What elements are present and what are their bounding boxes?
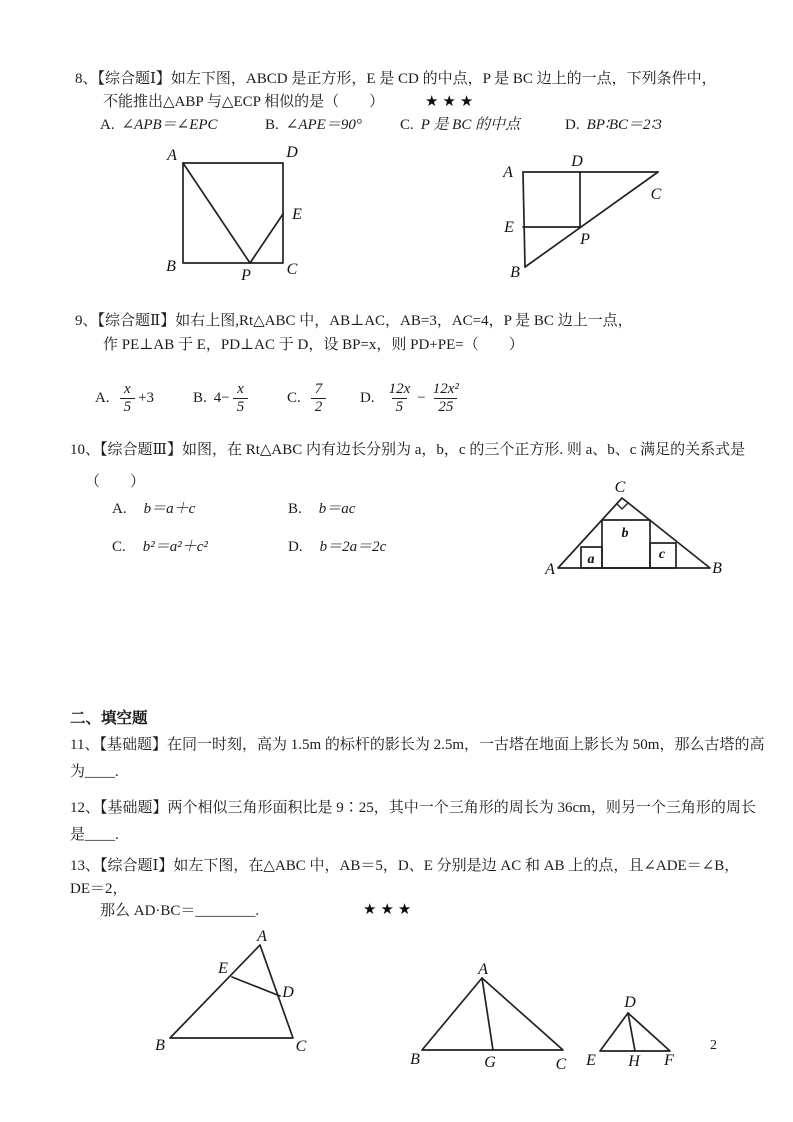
- fig1-label-a: A: [167, 147, 177, 164]
- fig4-label-e: E: [218, 960, 228, 977]
- fig5-label-c: C: [555, 1056, 567, 1073]
- q8-option-d: [565, 116, 662, 135]
- fig2-label-a: A: [503, 164, 513, 181]
- fraction-denominator: 25: [434, 398, 457, 416]
- fig3-label-c-vertex: C: [614, 479, 626, 496]
- fig4-label-b: B: [155, 1037, 165, 1054]
- fig3-label-square-c: c: [658, 547, 666, 562]
- q10-option-c: [112, 538, 208, 557]
- q9-option-b: [193, 372, 251, 424]
- q11-line2: 为____.: [70, 764, 119, 780]
- q8-option-a: [100, 116, 218, 135]
- q8-line1: 8、【综合题Ⅰ】如左下图，ABCD 是正方形，E 是 CD 的中点，P 是 BC 边上的一点，下列条件中，: [75, 71, 717, 87]
- q9-line2: 作 PE⊥AB 于 E，PD⊥AC 于 D，设 BP=x，则 PD+PE=（ ）: [103, 337, 524, 353]
- fig2-label-c: C: [650, 186, 662, 203]
- q10-option-d-label: D.: [288, 539, 303, 555]
- page-number: 2: [710, 1038, 717, 1053]
- fig6-label-f: F: [664, 1052, 674, 1069]
- q11-line1: 11、【基础题】在同一时刻，高为 1.5m 的标杆的影长为 2.5m，一古塔在地面上影长为 50m，那么古塔的高: [70, 737, 765, 753]
- q9-option-d: [360, 372, 466, 424]
- q9-option-a-suffix: +3: [138, 389, 155, 406]
- q13-difficulty-stars: ★★★: [363, 902, 416, 918]
- fraction-numerator: 7: [314, 380, 323, 397]
- fig1-label-d: D: [286, 144, 298, 161]
- q10-option-d: [288, 538, 386, 557]
- q9-option-c: [287, 372, 329, 424]
- q8-option-a-label: A.: [100, 117, 115, 133]
- q8-option-b: [265, 116, 362, 135]
- q12-line2: 是____.: [70, 827, 119, 843]
- figure-triangle-dh: [575, 985, 705, 1075]
- fig3-label-square-a: a: [587, 552, 595, 567]
- fig6-label-h: H: [628, 1053, 640, 1070]
- fraction-denominator: 5: [392, 398, 408, 416]
- fig3-label-b-vertex: B: [712, 560, 722, 577]
- fig1-label-e: E: [292, 206, 302, 223]
- fig1-label-b: B: [166, 258, 176, 275]
- fig4-label-a: A: [257, 928, 267, 945]
- q8-option-c-label: C.: [400, 117, 414, 133]
- fig6-label-e: E: [586, 1052, 596, 1069]
- fig5-label-b: B: [410, 1051, 420, 1068]
- q13-line1: 13、【综合题Ⅰ】如左下图，在△ABC 中，AB＝5，D、E 分别是边 AC 和 AB 上的点，且∠ADE＝∠B，: [70, 858, 740, 874]
- figure-triangle-three-squares: [540, 475, 735, 583]
- fig4-label-c: C: [295, 1038, 307, 1055]
- fraction-numerator: 12x: [388, 380, 411, 397]
- q10-option-d-formula: b＝2a＝2c: [319, 539, 387, 555]
- q9-option-a: [95, 372, 154, 424]
- q9-line1: 9、【综合题Ⅱ】如右上图,Rt△ABC 中，AB⊥AC，AB=3，AC=4，P 是 BC 边上一点，: [75, 313, 633, 329]
- q8-option-d-label: D.: [565, 117, 580, 133]
- q8-option-a-text: ∠APB＝∠EPC: [121, 117, 218, 133]
- fraction-numerator: x: [237, 380, 244, 397]
- figure-triangle-ed: [125, 920, 325, 1060]
- q9-option-d-label: D.: [360, 389, 375, 406]
- q10-option-c-label: C.: [112, 539, 126, 555]
- fig6-label-d: D: [624, 994, 636, 1011]
- fig5-label-a: A: [478, 961, 488, 978]
- figure-square-abcd: [140, 140, 335, 292]
- fraction-denominator: 5: [120, 398, 136, 416]
- figure-triangle-ag: [405, 955, 580, 1075]
- fig2-label-e: E: [504, 219, 514, 236]
- q8-option-b-text: ∠APE＝90°: [285, 117, 362, 133]
- q10-option-b-formula: b＝ac: [318, 501, 356, 517]
- q9-option-c-fraction: [311, 381, 327, 416]
- q9-option-a-label: A.: [95, 389, 110, 406]
- q13-line3: 那么 AD·BC＝________.: [100, 903, 260, 919]
- q10-option-c-formula: b²＝a²＋c²: [142, 539, 208, 555]
- fraction-numerator: 12x²: [432, 380, 459, 397]
- q10-option-a-formula: b＝a＋c: [143, 501, 196, 517]
- q10-line2: （ ）: [85, 474, 146, 490]
- fig2-label-p: P: [580, 231, 590, 248]
- q9-option-c-label: C.: [287, 389, 301, 406]
- fig1-label-c: C: [286, 261, 298, 278]
- fig5-label-g: G: [484, 1054, 496, 1071]
- fig2-label-b: B: [510, 264, 520, 281]
- fig3-label-a-vertex: A: [545, 561, 555, 578]
- q9-option-a-fraction: [120, 381, 136, 416]
- q8-difficulty-stars: ★★★: [425, 94, 478, 110]
- fig2-label-d: D: [571, 153, 583, 170]
- fraction-denominator: 2: [311, 398, 327, 416]
- fraction-numerator: x: [124, 380, 131, 397]
- fig3-label-square-b: b: [621, 526, 629, 541]
- q8-option-d-text: BP∶BC＝2∶3: [586, 117, 662, 133]
- q9-option-b-prefix: 4−: [213, 389, 230, 406]
- q8-option-b-label: B.: [265, 117, 279, 133]
- q8-line2: 不能推出△ABP 与△ECP 相似的是（ ）: [103, 94, 385, 110]
- q9-option-d-fraction1: [385, 381, 415, 416]
- q12-line1: 12、【基础题】两个相似三角形面积比是 9∶25，其中一个三角形的周长为 36cm，则另一个三角形的周长: [70, 800, 756, 816]
- q13-line2: DE＝2，: [70, 881, 128, 897]
- figure-right-triangle-adpe: [480, 140, 690, 290]
- q10-option-b: [288, 500, 355, 519]
- fraction-denominator: 5: [233, 398, 249, 416]
- q10-option-b-label: B.: [288, 501, 302, 517]
- q9-option-d-minus: −: [417, 389, 426, 406]
- q8-option-c: [400, 116, 520, 135]
- section2-title: 二、填空题: [70, 710, 148, 727]
- q9-option-d-fraction2: [429, 381, 463, 416]
- fig1-label-p: P: [241, 267, 251, 284]
- q9-option-b-label: B.: [193, 389, 207, 406]
- q10-option-a-label: A.: [112, 501, 127, 517]
- q10-option-a: [112, 500, 195, 519]
- q8-option-c-text: P 是 BC 的中点: [420, 117, 521, 133]
- q9-option-b-fraction: [233, 381, 249, 416]
- q10-line1: 10、【综合题Ⅲ】如图，在 Rt△ABC 内有边长分别为 a，b，c 的三个正方形. 则 a、b、c 满足的关系式是: [70, 442, 746, 458]
- fig4-label-d: D: [282, 984, 294, 1001]
